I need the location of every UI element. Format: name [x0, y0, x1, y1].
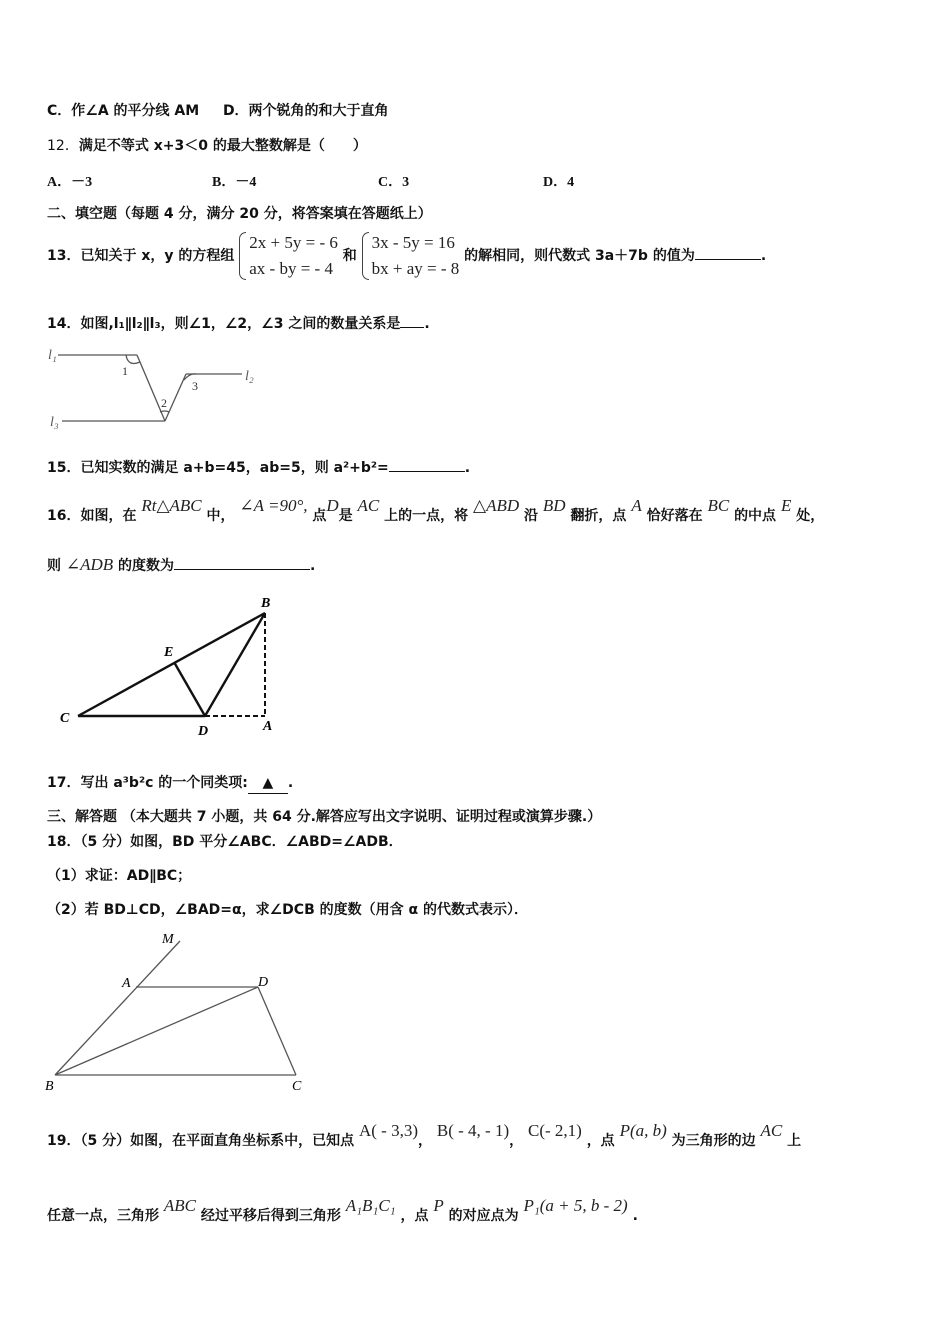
q13-answer-blank[interactable]: [695, 259, 761, 260]
q12-option-b: B．－4: [212, 175, 257, 190]
q14-text: 14．如图,l₁∥l₂∥l₃，则∠1，∠2，∠3 之间的数量关系是: [47, 316, 401, 332]
q14-answer-blank[interactable]: [400, 327, 424, 328]
q19-point-b: B( - 4, - 1): [436, 1121, 510, 1140]
q16-text: 恰好落在: [646, 508, 703, 524]
q18-stem: 18．（5 分）如图，BD 平分∠ABC．∠ABD=∠ADB．: [47, 834, 403, 850]
q13-system-2-eq-1: 3x - 5y = 16: [371, 233, 455, 252]
q19-text: 19．（5 分）如图，在平面直角坐标系中，已知点: [47, 1133, 355, 1149]
q13-system-1: [239, 230, 338, 282]
q18-figure: [40, 925, 320, 1095]
q16-math-abd: △ABD: [473, 496, 520, 515]
q16-label-d: D: [198, 724, 209, 739]
q18-label-m: M: [162, 932, 174, 947]
q18-label-c: C: [292, 1079, 302, 1094]
q16-text: 则: [47, 558, 61, 574]
q19-text: 经过平移后得到三角形: [200, 1208, 341, 1224]
q19-point-p1: P₁(a + 5, b - 2): [523, 1196, 628, 1215]
q19-comma: ，: [418, 1133, 432, 1149]
q16-math-bc: BC: [707, 496, 730, 515]
q16-label-e: E: [164, 645, 174, 660]
q16-text: 翻折，点: [570, 508, 627, 524]
q16-text: 16．如图，在: [47, 508, 137, 524]
q19-point-p-ref: P: [433, 1196, 444, 1215]
q11-option-d: D．两个锐角的和大于直角: [222, 103, 389, 119]
q16-text: 上的一点，将: [384, 508, 469, 524]
q19-point-p: P(a, b): [619, 1121, 667, 1140]
q12-stem: [47, 136, 367, 156]
q19-point-c: C(- 2,1): [527, 1121, 582, 1140]
q17-stem: [47, 773, 293, 794]
q18-label-b: B: [45, 1079, 54, 1094]
q14-label-l3: l₃: [50, 415, 59, 430]
q16-math-adb: ∠ADB: [65, 555, 114, 574]
q19-text: 的对应点为: [448, 1208, 519, 1224]
q15-text: 15．已知实数的满足 a+b=45，ab=5，则 a²+b²=: [47, 460, 389, 476]
section-2-title: 二、填空题（每题 4 分，满分 20 分，将答案填在答题纸上）: [47, 206, 432, 222]
q19-text: ，点: [586, 1133, 615, 1149]
q16-text: 的中点: [734, 508, 777, 524]
q14-angle-2: 2: [161, 396, 167, 410]
q16-math-ac: AC: [357, 496, 380, 515]
q16-stem-line-1: [47, 496, 825, 526]
q15-answer-blank[interactable]: [389, 471, 465, 472]
q12-text: 满足不等式 x+3＜0 的最大整数解是（ ）: [78, 138, 367, 154]
q19-triangle-abc: ABC: [163, 1196, 196, 1215]
q19-side-ac: AC: [760, 1121, 783, 1140]
q16-math-angle: ∠A =90°,: [239, 496, 308, 515]
q14-angle-3: 3: [192, 379, 198, 393]
q17-text: 17．写出 a³b²c 的一个同类项:: [47, 775, 248, 791]
q18-part-2: （2）若 BD⊥CD，∠BAD=α，求∠DCB 的度数（用含 α 的代数式表示）．: [47, 902, 528, 918]
q13-prefix: 13．已知关于 x，y 的方程组: [47, 248, 235, 264]
q16-text: 的度数为: [118, 558, 175, 574]
q19-stem-line-1: [47, 1121, 802, 1151]
q19-stem-line-2: [47, 1196, 638, 1226]
section-3-title: 三、解答题 （本大题共 7 小题，共 64 分.解答应写出文字说明、证明过程或演算步骤.）: [47, 809, 602, 825]
q13-and: 和: [342, 248, 357, 264]
q18-label-d: D: [258, 975, 269, 990]
q16-end: .: [310, 558, 316, 574]
q18-part-1: （1）求证：AD∥BC；: [47, 868, 192, 884]
q16-figure: [40, 585, 300, 745]
q19-text: 任意一点，三角形: [47, 1208, 159, 1224]
q14-figure: [40, 340, 270, 435]
q11-option-c: C．作∠A 的平分线 AM: [47, 103, 200, 119]
q19-text: ，点: [400, 1208, 429, 1224]
q12-option-d: D．4: [543, 175, 575, 190]
q16-math-triangle: Rt△ABC: [141, 496, 202, 515]
q12-option-c: C．3: [378, 175, 410, 190]
q19-comma: ，: [509, 1133, 524, 1149]
q17-end: .: [287, 775, 294, 791]
q16-math-a: A: [631, 496, 642, 515]
q12-number: 12．: [47, 138, 79, 154]
q19-end: .: [632, 1208, 638, 1224]
q13-system-1-eq-1: 2x + 5y = - 6: [249, 233, 338, 252]
q12-option-a: A．－3: [47, 175, 93, 190]
q13-system-2: [362, 230, 460, 282]
q14-end: .: [424, 316, 430, 332]
q16-math-d: D: [326, 496, 339, 515]
q15-stem: [47, 458, 470, 478]
q16-text: 点: [312, 508, 327, 524]
q16-answer-blank[interactable]: [174, 569, 310, 570]
q16-text: 是: [338, 508, 353, 524]
q11-options-line: [47, 101, 389, 121]
q15-end: .: [464, 460, 471, 476]
q16-text: 处，: [796, 508, 825, 524]
q13-suffix: 的解相同，则代数式 3a＋7b 的值为: [464, 248, 695, 264]
q13-system-1-eq-2: ax - by = - 4: [249, 259, 333, 278]
q19-text: 上: [787, 1133, 802, 1149]
q16-label-a: A: [263, 719, 273, 734]
q16-label-c: C: [60, 711, 70, 726]
q16-stem-line-2: [47, 555, 315, 576]
q17-answer-blank[interactable]: ▲: [248, 773, 288, 794]
q14-stem: [47, 314, 430, 334]
q19-text: 为三角形的边: [671, 1133, 756, 1149]
q14-label-l2: l₂: [245, 369, 254, 384]
q16-text: 沿: [524, 508, 539, 524]
q16-math-bd: BD: [542, 496, 566, 515]
q16-text: 中，: [206, 508, 235, 524]
q13-end: .: [760, 248, 767, 264]
q19-point-a: A( - 3,3): [358, 1121, 418, 1140]
q18-label-a: A: [122, 976, 131, 991]
q16-label-b: B: [261, 596, 271, 611]
q13-stem: [47, 229, 766, 283]
q16-math-e: E: [780, 496, 792, 515]
q19-triangle-a1b1c1: A₁B₁C₁: [345, 1196, 396, 1215]
q14-angle-1: 1: [122, 364, 128, 378]
q13-system-2-eq-2: bx + ay = - 8: [371, 259, 460, 278]
q14-label-l1: l₁: [48, 348, 57, 363]
